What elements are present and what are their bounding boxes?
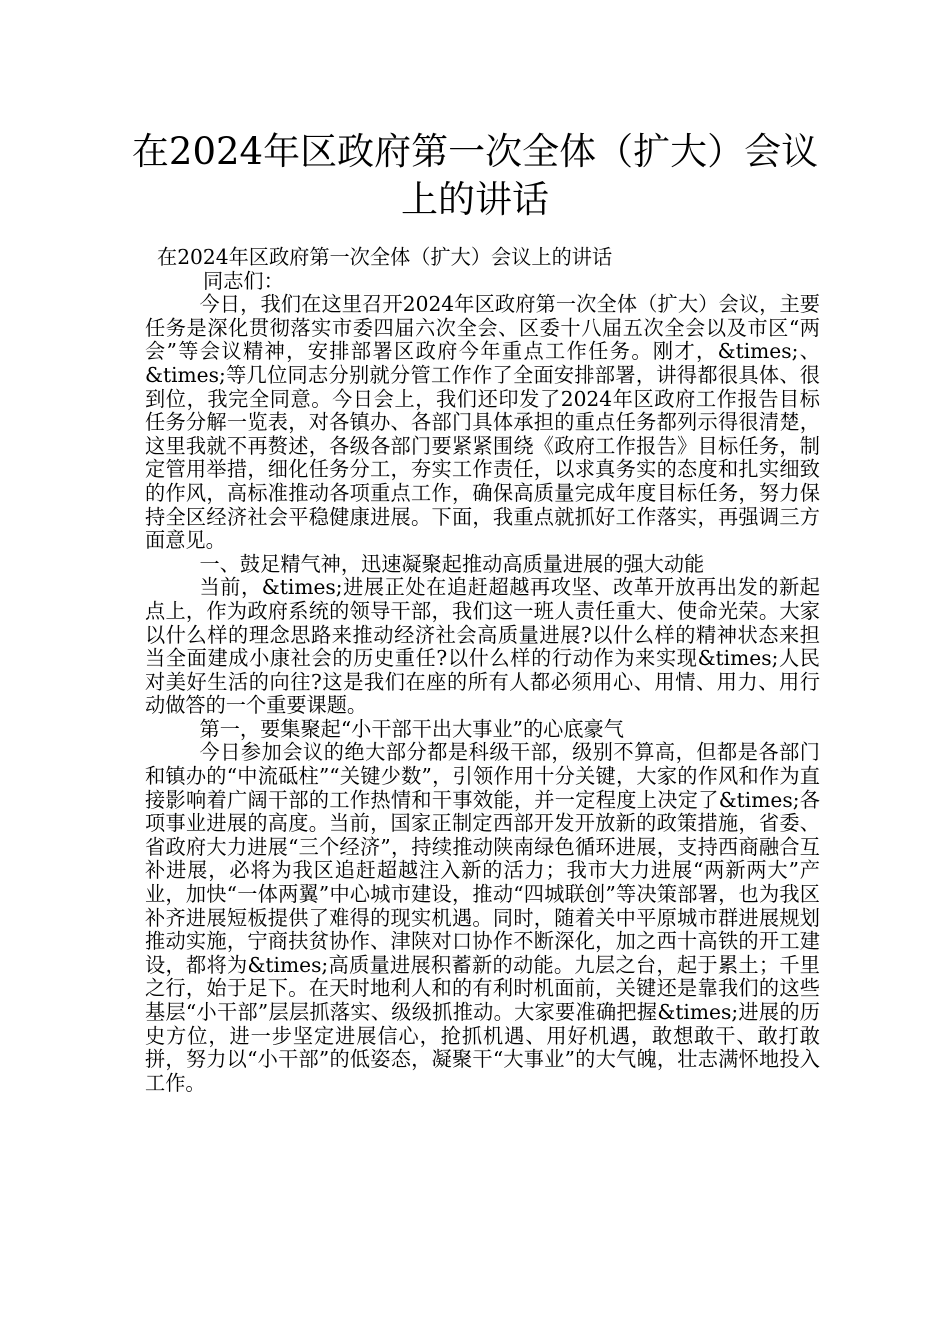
subsection-heading-1: 第一，要集聚起“小干部干出大事业”的心底豪气 <box>199 716 624 741</box>
document-title-line-2: 上的讲话 <box>401 178 549 221</box>
paragraph-section-1: 当前，&times;进展正处在追赶超越再攻坚、改革开放再出发的新起点上，作为政府系统的领导干部，我们这一班人责任重大、使命光荣。大家以什么样的理念思路来推动经济社会高质量进展?以什么样的精神状态来担当全面建成小康社会的历史重任?以什么样的行动作为来实现&times;人民对美好生活的向往?这是我们在座的所有人都必须用心、用情、用力、用行动做答的一个重要课题。 <box>145 575 820 718</box>
document-body <box>145 246 820 1095</box>
salutation: 同志们： <box>203 268 284 293</box>
paragraph-intro: 今日，我们在这里召开2024年区政府第一次全体（扩大）会议，主要任务是深化贯彻落实市委四届六次全会、区委十八届五次全会以及市区“两会”等会议精神，安排部署区政府今年重点工作任务。刚才，&times;、&times;等几位同志分别就分管工作作了全面安排部署，讲得都很具体、很到位，我完全同意。今日会上，我们还印发了2024年区政府工作报告目标任务分解一览表，对各镇办、各部门具体承担的重点任务都列示得很清楚，这里我就不再赘述，各级各部门要紧紧围绕《政府工作报告》目标任务，制定管用举措，细化任务分工，夯实工作责任，以求真务实的态度和扎实细致的作风，高标准推动各项重点工作，确保高质量完成年度目标任务，努力保持全区经济社会平稳健康进展。下面，我重点就抓好工作落实，再强调三方面意见。 <box>145 292 820 553</box>
document-title-line-1: 在2024年区政府第一次全体（扩大）会议 <box>131 130 819 173</box>
section-heading-1: 一、鼓足精气神，迅速凝聚起推动高质量进展的强大动能 <box>199 551 705 576</box>
document-subtitle: 在2024年区政府第一次全体（扩大）会议上的讲话 <box>157 245 613 269</box>
paragraph-subsection-1: 今日参加会议的绝大部分都是科级干部，级别不算高，但都是各部门和镇办的“中流砥柱”“关键少数”，引领作用十分关键，大家的作风和作为直接影响着广阔干部的工作热情和干事效能，并一定程度上决定了&times;各项事业进展的高度。当前，国家正制定西部开发开放新的政策措施，省委、省政府大力进展“三个经济”，持续推动陕南绿色循环进展，支持西商融合互补进展，必将为我区追赶超越注入新的活力；我市大力进展“两新两大”产业，加快“一体两翼”中心城市建设，推动“四城联创”等决策部署，也为我区补齐进展短板提供了难得的现实机遇。同时，随着关中平原城市群进展规划推动实施，宁商扶贫协作、津陕对口协作不断深化，加之西十高铁的开工建设，都将为&times;高质量进展积蓄新的动能。九层之台，起于累土；千里之行，始于足下。在天时地利人和的有利时机面前，关键还是靠我们的这些基层“小干部”层层抓落实、级级抓推动。大家要准确把握&times;进展的历史方位，进一步坚定进展信心，抢抓机遇、用好机遇，敢想敢干、敢打敢拼，努力以“小干部”的低姿态，凝聚干“大事业”的大气魄，壮志满怀地投入工作。 <box>145 740 820 1095</box>
